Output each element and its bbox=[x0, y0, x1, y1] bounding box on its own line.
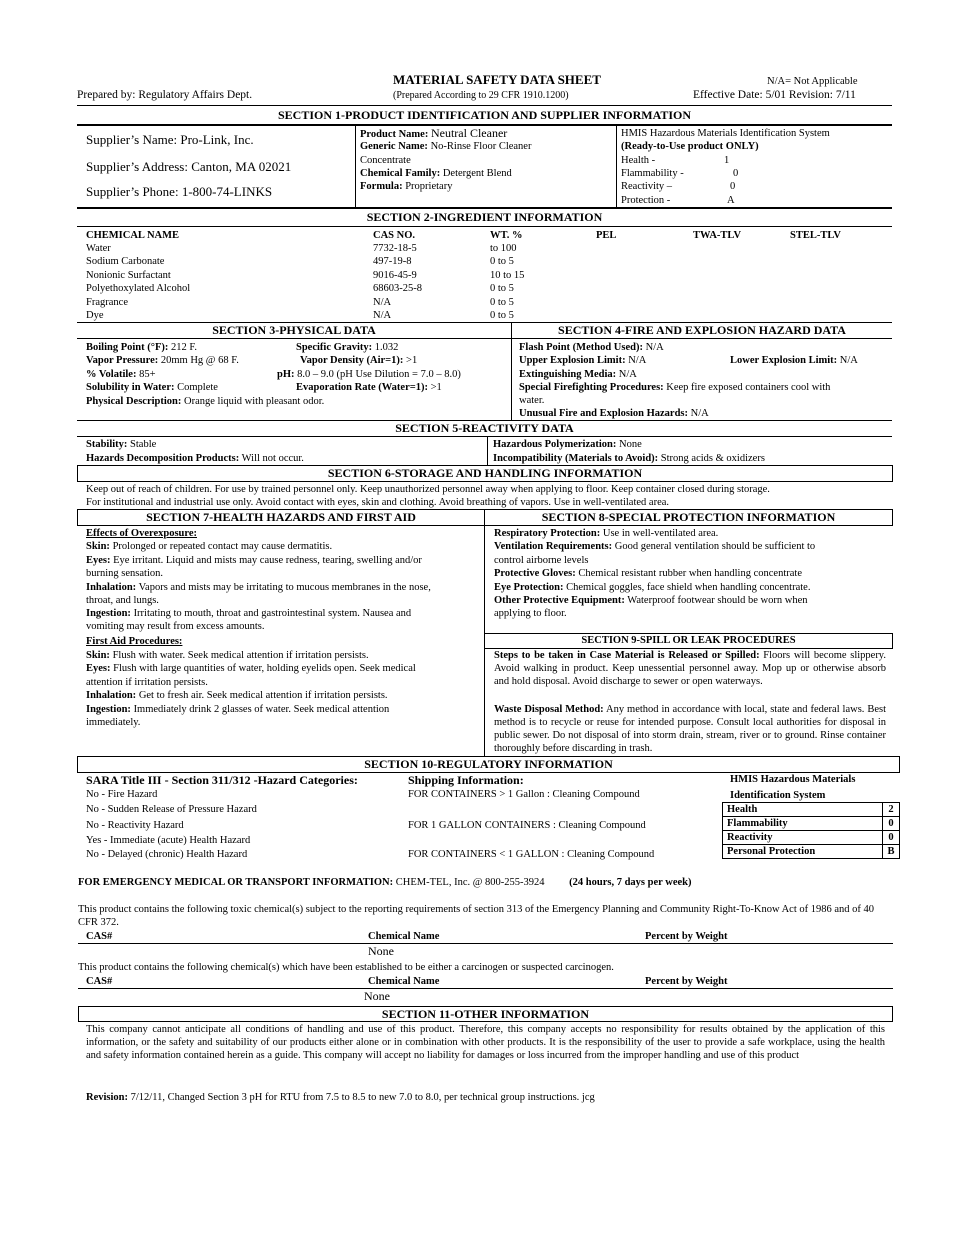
toxic-none: None bbox=[368, 944, 394, 958]
hmis-protection-label: Protection - bbox=[621, 195, 671, 206]
vapor-pressure: Vapor Pressure: 20mm Hg @ 68 F. bbox=[86, 355, 239, 366]
section-3-heading: SECTION 3-PHYSICAL DATA bbox=[212, 323, 376, 337]
ingredient-cas: N/A bbox=[373, 296, 392, 308]
toxic-paragraph: This product contains the following toxic chemical(s) subject to the reporting requirements of section 313 of the Emergency Planning and Community Right-To-Know Act of 1986 and of 40 CFR 372. bbox=[78, 904, 875, 928]
shipping-small: FOR CONTAINERS < 1 GALLON : Cleaning Compound bbox=[408, 849, 655, 860]
first-aid-skin: Skin: Flush with water. Seek medical attention if irritation persists. bbox=[86, 650, 369, 661]
sara-fire: No - Fire Hazard bbox=[86, 789, 158, 800]
other-protective-equipment-cont: applying to floor. bbox=[494, 608, 567, 619]
ingredient-name: Sodium Carbonate bbox=[86, 256, 165, 268]
hmis-title: HMIS Hazardous Materials Identification System bbox=[621, 128, 830, 139]
hmis-flammability-label: Flammability - bbox=[621, 168, 684, 179]
hmis2-protection-label: Personal Protection bbox=[723, 845, 883, 859]
storage-line-2: For institutional and industrial use only. Avoid contact with eyes, skin and clothing. Avoid breathing of vapors. Use in well-ventilated area. bbox=[86, 497, 670, 508]
other-info-paragraph: This company cannot anticipate all conditions of handling and use of this product. Therefore, this company accepts no responsibility for results obtained by the application of this information, or the safety and suitability of our products either alone or in combination with other products. It is the responsibility of the user to provide a safe workplace, using the health and safety information contained herein as a guide. This company will accept no liability for damages or loss incurred from the improper handling and use of this product bbox=[86, 1024, 885, 1061]
formula: Formula: Proprietary bbox=[360, 181, 453, 192]
hmis-health-label: Health - bbox=[621, 155, 656, 166]
ph-value: pH: 8.0 – 9.0 (pH Use Dilution = 7.0 – 8.0) bbox=[277, 369, 461, 380]
ventilation-requirements: Ventilation Requirements: Good general ventilation should be sufficient to bbox=[494, 541, 816, 552]
decomposition-products: Hazards Decomposition Products: Will not occur. bbox=[86, 453, 304, 464]
concentrate-label: Concentrate bbox=[360, 155, 411, 166]
supplier-name: Supplier’s Name: Pro-Link, Inc. bbox=[86, 132, 254, 147]
extinguishing-media: Extinguishing Media: N/A bbox=[519, 369, 637, 380]
specific-gravity: Specific Gravity: 1.032 bbox=[296, 342, 399, 353]
protective-gloves: Protective Gloves: Chemical resistant rubber when handling concentrate bbox=[494, 568, 802, 579]
ingredient-cas: N/A bbox=[373, 310, 392, 321]
first-aid-ingestion: Ingestion: Immediately drink 2 glasses of water. Seek medical attention bbox=[86, 704, 390, 715]
hmis-reactivity-label: Reactivity – bbox=[621, 181, 673, 192]
hazardous-polymerization: Hazardous Polymerization: None bbox=[493, 439, 642, 450]
revision-note: Revision: 7/12/11, Changed Section 3 pH for RTU from 7.5 to 8.5 to new 7.0 to 8.0, per technical group instructions. jcg bbox=[86, 1092, 595, 1103]
waste-disposal: Waste Disposal Method: Any method in accordance with local, state and federal laws. Best method is to recycle or reuse for intended purpose. Consult local authorities for disposal in public sewer. Do not disposal of into storm drain, stream, river or to ground. Rinse container thoroughly before discarding in trash. bbox=[494, 704, 886, 754]
sara-reactivity: No - Reactivity Hazard bbox=[86, 820, 184, 831]
ingredient-weight: to 100 bbox=[490, 243, 517, 254]
unusual-hazards: Unusual Fire and Explosion Hazards: N/A bbox=[519, 408, 709, 419]
col-pel: PEL bbox=[596, 230, 617, 241]
hmis2-flammability-label: Flammability bbox=[723, 817, 883, 831]
col-cas-no: CAS NO. bbox=[373, 230, 416, 241]
other-protective-equipment: Other Protective Equipment: Waterproof footwear should be worn when bbox=[494, 595, 808, 606]
percent-volatile: % Volatile: 85+ bbox=[86, 369, 156, 380]
na-note: N/A= Not Applicable bbox=[767, 76, 858, 87]
toxic-col-name: Chemical Name bbox=[368, 931, 440, 942]
evaporation-rate: Evaporation Rate (Water=1): >1 bbox=[296, 382, 442, 393]
hmis-flammability-value: 0 bbox=[733, 168, 739, 179]
toxic-col-cas: CAS# bbox=[86, 931, 113, 942]
ingredient-weight: 0 to 5 bbox=[490, 256, 514, 268]
ingredient-cas: 497-19-8 bbox=[373, 256, 412, 268]
effects-inhalation-cont: throat, and lungs. bbox=[86, 595, 159, 606]
lower-explosion-limit: Lower Explosion Limit: N/A bbox=[730, 355, 858, 366]
hmis2-protection-value: B bbox=[883, 845, 900, 859]
section-5-heading: SECTION 5-REACTIVITY DATA bbox=[395, 421, 574, 435]
document-title: MATERIAL SAFETY DATA SHEET bbox=[393, 72, 601, 87]
effects-eyes-cont: burning sensation. bbox=[86, 568, 163, 579]
section-2-heading: SECTION 2-INGREDIENT INFORMATION bbox=[366, 210, 603, 224]
col-twa-tlv: TWA-TLV bbox=[693, 230, 742, 241]
supplier-address: Supplier’s Address: Canton, MA 02021 bbox=[86, 159, 292, 174]
sara-title: SARA Title III - Section 311/312 -Hazard Categories: bbox=[86, 773, 358, 787]
col-stel-tlv: STEL-TLV bbox=[790, 230, 841, 241]
col-wt: WT. % bbox=[490, 230, 523, 241]
section-9-heading: SECTION 9-SPILL OR LEAK PROCEDURES bbox=[484, 633, 893, 649]
effects-eyes: Eyes: Eye irritant. Liquid and mists may cause redness, tearing, swelling and/or bbox=[86, 555, 422, 566]
sara-chronic: No - Delayed (chronic) Health Hazard bbox=[86, 849, 248, 860]
ingredient-name: Fragrance bbox=[86, 296, 128, 308]
hmis2-flammability-value: 0 bbox=[883, 817, 900, 831]
carcinogen-paragraph: This product contains the following chemical(s) which have been established to be either a carcinogen or suspected carcinogen. bbox=[78, 962, 614, 973]
effective-date: Effective Date: 5/01 Revision: 7/11 bbox=[693, 89, 856, 101]
first-aid-eyes: Eyes: Flush with large quantities of water, holding eyelids open. Seek medical bbox=[86, 663, 416, 674]
first-aid-heading: First Aid Procedures: bbox=[86, 636, 183, 647]
ingredient-name: Nonionic Surfactant bbox=[86, 269, 171, 281]
emergency-info: FOR EMERGENCY MEDICAL OR TRANSPORT INFORMATION: CHEM-TEL, Inc. @ 800-255-3924 (24 hours, 7 days per week) bbox=[78, 877, 692, 888]
physical-description: Physical Description: Orange liquid with pleasant odor. bbox=[86, 396, 325, 407]
hmis-table bbox=[722, 802, 900, 859]
ingredient-weight: 0 to 5 bbox=[490, 310, 514, 321]
vapor-density: Vapor Density (Air=1): >1 bbox=[300, 355, 418, 366]
product-name-value: Neutral Cleaner bbox=[430, 126, 508, 140]
hmis2-reactivity-label: Reactivity bbox=[723, 831, 883, 845]
flash-point: Flash Point (Method Used): N/A bbox=[519, 342, 664, 353]
ingredient-weight: 0 to 5 bbox=[490, 283, 514, 295]
section-10-heading: SECTION 10-REGULATORY INFORMATION bbox=[77, 756, 900, 773]
eye-protection: Eye Protection: Chemical goggles, face shield when handling concentrate. bbox=[494, 582, 811, 593]
ingredient-name: Polyethoxylated Alcohol bbox=[86, 283, 191, 295]
col-chemical-name: CHEMICAL NAME bbox=[86, 230, 180, 241]
hmis-reactivity-value: 0 bbox=[730, 181, 736, 192]
stability: Stability: Stable bbox=[86, 439, 157, 450]
upper-explosion-limit: Upper Explosion Limit: N/A bbox=[519, 355, 647, 366]
supplier-phone: Supplier’s Phone: 1-800-74-LINKS bbox=[86, 184, 273, 199]
section-1-heading: SECTION 1-PRODUCT IDENTIFICATION AND SUPPLIER INFORMATION bbox=[277, 108, 692, 122]
ventilation-requirements-cont: control airborne levels bbox=[494, 555, 589, 566]
hmis2-reactivity-value: 0 bbox=[883, 831, 900, 845]
carcinogen-none: None bbox=[364, 989, 390, 1003]
section-11-heading: SECTION 11-OTHER INFORMATION bbox=[78, 1006, 893, 1022]
special-firefighting: Special Firefighting Procedures: Keep fire exposed containers cool with bbox=[519, 382, 831, 393]
hmis-protection-value: A bbox=[727, 195, 735, 206]
chemical-family: Chemical Family: Detergent Blend bbox=[360, 168, 512, 179]
ingredient-cas: 9016-45-9 bbox=[373, 269, 417, 281]
product-name: Product Name: Neutral Cleaner bbox=[360, 126, 508, 140]
carc-col-percent: Percent by Weight bbox=[645, 976, 728, 987]
hmis2-title: HMIS Hazardous Materials bbox=[730, 774, 856, 785]
prepared-by: Prepared by: Regulatory Affairs Dept. bbox=[77, 89, 253, 101]
sara-pressure: No - Sudden Release of Pressure Hazard bbox=[86, 804, 257, 815]
hmis2-health-value: 2 bbox=[883, 803, 900, 817]
carc-col-cas: CAS# bbox=[86, 976, 113, 987]
effects-ingestion: Ingestion: Irritating to mouth, throat and gastrointestinal system. Nausea and bbox=[86, 608, 412, 619]
hmis-subtitle: (Ready-to-Use product ONLY) bbox=[621, 141, 759, 152]
special-firefighting-cont: water. bbox=[519, 395, 545, 406]
ingredient-weight: 0 to 5 bbox=[490, 296, 514, 308]
solubility: Solubility in Water: Complete bbox=[86, 382, 218, 393]
ingredient-weight: 10 to 15 bbox=[490, 269, 525, 281]
first-aid-inhalation: Inhalation: Get to fresh air. Seek medical attention if irritation persists. bbox=[86, 690, 388, 701]
shipping-title: Shipping Information: bbox=[408, 773, 524, 787]
hmis2-subtitle: Identification System bbox=[730, 790, 826, 801]
respiratory-protection: Respiratory Protection: Use in well-ventilated area. bbox=[494, 528, 719, 539]
effects-inhalation: Inhalation: Vapors and mists may be irritating to mucous membranes in the nose, bbox=[86, 582, 431, 593]
first-aid-eyes-cont: attention if irritation persists. bbox=[86, 677, 208, 688]
section-8-heading: SECTION 8-SPECIAL PROTECTION INFORMATION bbox=[484, 509, 893, 526]
section-7-heading: SECTION 7-HEALTH HAZARDS AND FIRST AID bbox=[77, 509, 485, 526]
effects-heading: Effects of Overexposure: bbox=[86, 528, 197, 539]
sara-acute: Yes - Immediate (acute) Health Hazard bbox=[86, 835, 251, 846]
incompatibility: Incompatibility (Materials to Avoid): Strong acids & oxidizers bbox=[493, 453, 765, 464]
section-4-heading: SECTION 4-FIRE AND EXPLOSION HAZARD DATA bbox=[558, 323, 846, 337]
generic-name: Generic Name: No-Rinse Floor Cleaner bbox=[360, 141, 532, 152]
first-aid-ingestion-cont: immediately. bbox=[86, 717, 141, 728]
ingredient-name: Water bbox=[86, 243, 111, 254]
ingredient-cas: 68603-25-8 bbox=[373, 283, 422, 295]
shipping-large: FOR CONTAINERS > 1 Gallon : Cleaning Compound bbox=[408, 789, 640, 800]
effects-ingestion-cont: vomiting may result from excess amounts. bbox=[86, 621, 265, 632]
hmis2-health-label: Health bbox=[723, 803, 883, 817]
shipping-one-gallon: FOR 1 GALLON CONTAINERS : Cleaning Compound bbox=[408, 820, 646, 831]
boiling-point: Boiling Point (°F): 212 F. bbox=[86, 342, 197, 353]
hmis-health-value: 1 bbox=[724, 155, 730, 166]
effects-skin: Skin: Prolonged or repeated contact may cause dermatitis. bbox=[86, 541, 333, 552]
spill-steps: Steps to be taken in Case Material is Released or Spilled: Floors will become slippery. Avoid walking in product. Keep unessential personnel away. Mop up or otherwise absorb and hold disposal. Avoid discharge to sewer or open waterways. bbox=[494, 650, 887, 687]
section-6-heading: SECTION 6-STORAGE AND HANDLING INFORMATION bbox=[77, 465, 893, 482]
storage-line-1: Keep out of reach of children. For use by trained personnel only. Keep unauthorized personnel away when applying to floor. Keep container closed during storage. bbox=[86, 484, 770, 495]
document-subtitle: (Prepared According to 29 CFR 1910.1200) bbox=[393, 90, 569, 101]
ingredient-name: Dye bbox=[86, 310, 104, 321]
toxic-col-percent: Percent by Weight bbox=[645, 931, 728, 942]
carc-col-name: Chemical Name bbox=[368, 976, 440, 987]
ingredient-cas: 7732-18-5 bbox=[373, 243, 417, 254]
